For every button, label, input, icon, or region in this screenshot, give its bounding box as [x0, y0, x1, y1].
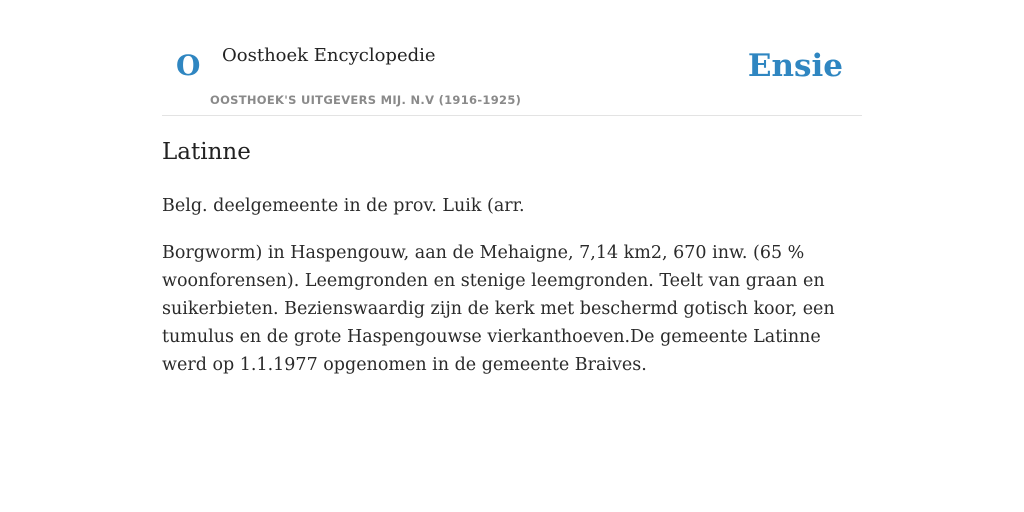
article-title: Latinne	[162, 139, 251, 165]
article-paragraph: Borgworm) in Haspengouw, aan de Mehaigne, 7,14 km2, 670 inw. (65 % woonforensen). Leemgronden en stenige leemgronden. Teelt van graan en suikerbieten. Bezienswaardig zijn de kerk met beschermd gotisch koor, een tumulus en de grote Haspengouwse vierkanthoeven.De gemeente Latinne werd op 1.1.1977 opgenomen in de gemeente Braives.	[162, 243, 835, 375]
encyclopedia-title-link[interactable]: Oosthoek Encyclopedie	[222, 45, 436, 66]
publisher-label: OOSTHOEK'S UITGEVERS MIJ. N.V (1916-1925)	[210, 93, 522, 107]
article-paragraph: Belg. deelgemeente in de prov. Luik (arr.	[162, 196, 525, 216]
encyclopedia-logo-icon[interactable]: O	[176, 49, 201, 82]
header	[162, 0, 862, 116]
ensie-logo-link[interactable]: Ensie	[747, 48, 843, 84]
content-container	[162, 0, 862, 375]
